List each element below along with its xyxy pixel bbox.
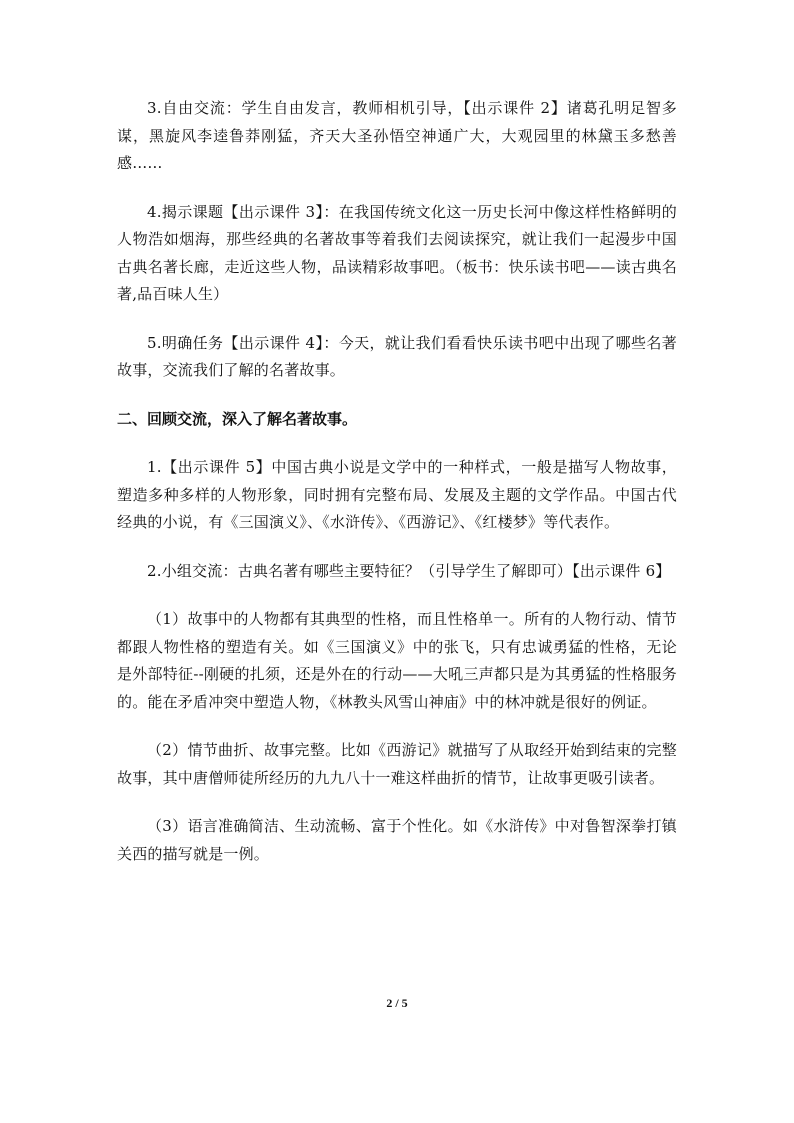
paragraph-reveal-topic: 4.揭示课题【出示课件 3】：在我国传统文化这一历史长河中像这样性格鲜明的人物浩如烟海，那些经典的名著故事等着我们去阅读探究，就让我们一起漫步中国古典名著长廊，走近这些人物，品读精彩故事吧。（板书：快乐读书吧——读古典名著,品百味人生） <box>117 202 677 303</box>
paragraph-free-discussion: 3.自由交流：学生自由发言，教师相机引导，【出示课件 2】诸葛孔明足智多谋，黑旋风李逵鲁莽刚猛，齐天大圣孙悟空神通广大，大观园里的林黛玉多愁善感…… <box>117 99 677 172</box>
paragraph-feature-language: （3）语言准确简洁、生动流畅、富于个性化。如《水浒传》中对鲁智深拳打镇关西的描写就是一例。 <box>117 817 677 863</box>
paragraph-feature-plot: （2）情节曲折、故事完整。比如《西游记》就描写了从取经开始到结束的完整故事，其中唐僧师徒所经历的九九八十一难这样曲折的情节，让故事更吸引读者。 <box>117 741 677 787</box>
paragraph-feature-characters: （1）故事中的人物都有其典型的性格，而且性格单一。所有的人物行动、情节都跟人物性格的塑造有关。如《三国演义》中的张飞，只有忠诚勇猛的性格，无论是外部特征--刚硬的扎须，还是外在的行动——大吼三声都只是为其勇猛的性格服务的。能在矛盾冲突中塑造人物，《林教头风雪山神庙》中的林冲就是很好的例证。 <box>117 610 677 711</box>
paragraph-group-discussion: 2.小组交流：古典名著有哪些主要特征？（引导学生了解即可）【出示课件 6】 <box>147 561 671 580</box>
paragraph-clarify-task: 5.明确任务【出示课件 4】：今天，就让我们看看快乐读书吧中出现了哪些名著故事，交流我们了解的名著故事。 <box>117 333 677 379</box>
section-heading-review: 二、回顾交流，深入了解名著故事。 <box>117 409 358 428</box>
page-number: 2 / 5 <box>386 996 408 1010</box>
paragraph-classical-novel: 1.【出示课件 5】中国古典小说是文学中的一种样式，一般是描写人物故事，塑造多种多样的人物形象，同时拥有完整布局、发展及主题的文学作品。中国古代经典的小说，有《三国演义》、《水浒传》、《西游记》、《红楼梦》等代表作。 <box>117 458 677 531</box>
